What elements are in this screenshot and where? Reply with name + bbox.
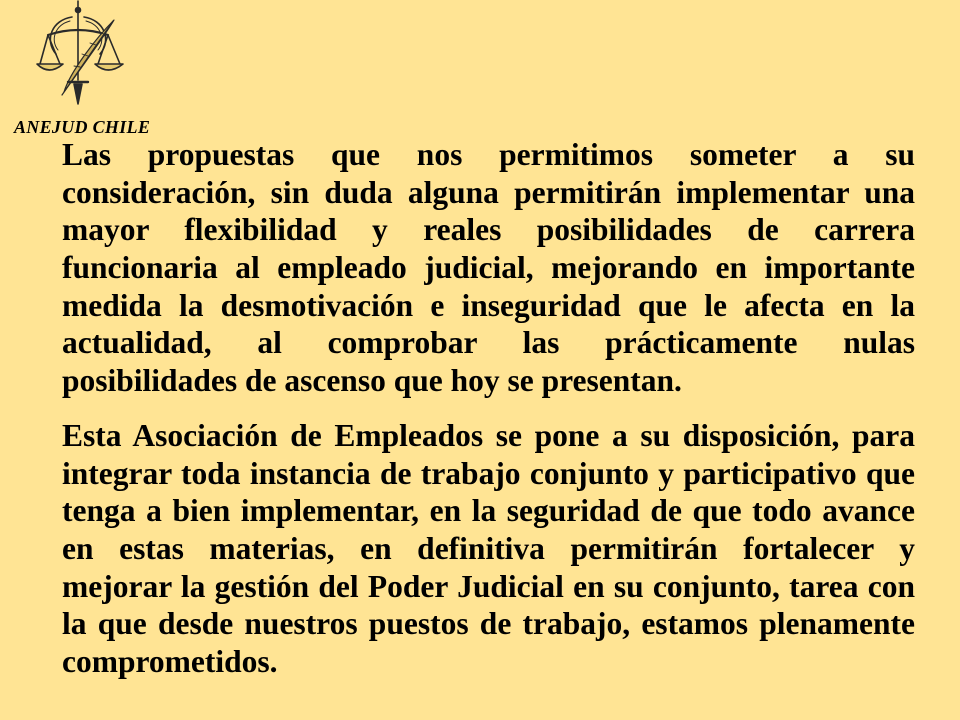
- text-line: mayor flexibilidad y reales posibilidades de carrera: [62, 212, 915, 248]
- paragraph-1: [62, 136, 915, 400]
- text-line: actualidad, al comprobar las prácticamente nulas: [62, 325, 915, 361]
- paragraph-2: [62, 417, 915, 681]
- text-line: posibilidades de ascenso que hoy se presentan.: [62, 363, 682, 399]
- text-line: la que desde nuestros puestos de trabajo, estamos plenamente: [62, 606, 915, 642]
- text-line: mejorar la gestión del Poder Judicial en su conjunto, tarea con: [62, 568, 915, 604]
- text-line: comprometidos.: [62, 644, 278, 680]
- text-line: Las propuestas que nos permitimos someter a su: [62, 137, 915, 172]
- text-line: en estas materias, en definitiva permitirán fortalecer y: [62, 531, 915, 567]
- scales-of-justice-icon: [0, 0, 160, 112]
- text-line: funcionaria al empleado judicial, mejorando en importante: [62, 250, 915, 286]
- text-line: medida la desmotivación e inseguridad que le afecta en la: [62, 287, 915, 323]
- text-line: consideración, sin duda alguna permitirán implementar una: [62, 174, 915, 210]
- text-line: Esta Asociación de Empleados se pone a su disposición, para: [62, 418, 915, 453]
- text-line: integrar toda instancia de trabajo conjunto y participativo que: [62, 455, 915, 491]
- logo-caption: ANEJUD CHILE: [14, 117, 151, 137]
- text-line: tenga a bien implementar, en la seguridad de que todo avance: [62, 493, 915, 529]
